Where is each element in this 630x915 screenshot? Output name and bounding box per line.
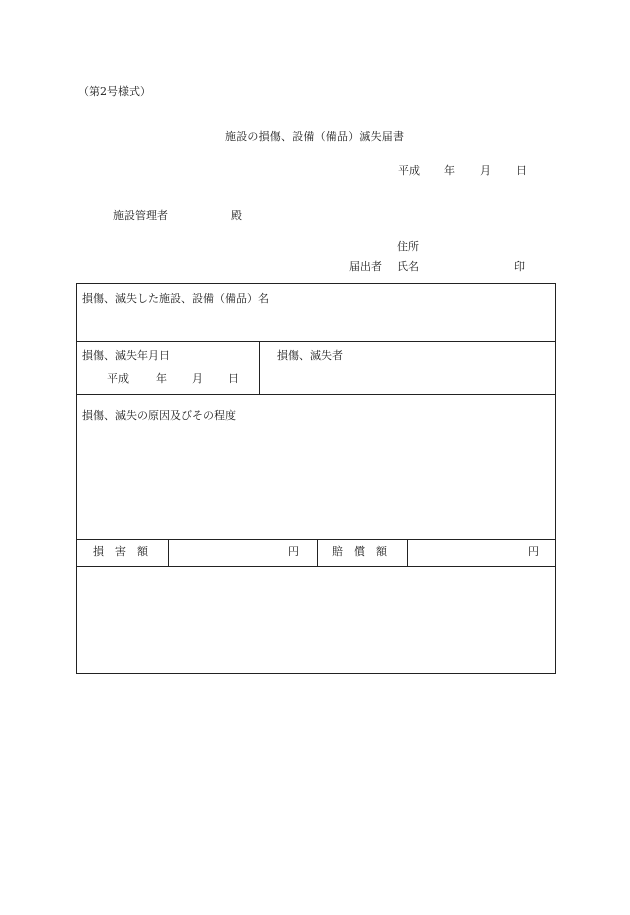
row-divider-3	[77, 539, 555, 540]
row-divider-1	[77, 341, 555, 342]
damage-date-year: 年	[156, 372, 167, 385]
damage-date-era: 平成	[107, 372, 129, 385]
seal-mark: 印	[514, 260, 525, 273]
damage-amount-label: 損 害 額	[93, 545, 148, 558]
address-label: 住所	[397, 240, 419, 253]
recipient-label: 施設管理者	[113, 209, 168, 222]
damage-amount-unit: 円	[288, 545, 299, 558]
row-divider-2	[77, 394, 555, 395]
col-divider-amount-1	[168, 539, 169, 566]
damage-report-table	[76, 283, 556, 674]
col-divider-amount-2	[317, 539, 318, 566]
applicant-role-label: 届出者	[349, 260, 382, 273]
damage-date-day: 日	[228, 372, 239, 385]
document-title: 施設の損傷、設備（備品）滅失届書	[225, 130, 405, 143]
date-year: 年	[444, 164, 455, 177]
damage-date-label: 損傷、滅失年月日	[82, 349, 170, 362]
facility-name-label: 損傷、滅失した施設、設備（備品）名	[82, 292, 269, 305]
form-number: （第2号様式）	[78, 85, 151, 98]
col-divider-amount-3	[407, 539, 408, 566]
recipient-honorific: 殿	[231, 209, 242, 222]
compensation-unit: 円	[528, 545, 539, 558]
remarks-area	[77, 567, 555, 674]
date-era: 平成	[398, 164, 420, 177]
name-label: 氏名	[397, 260, 419, 273]
date-day: 日	[516, 164, 527, 177]
col-divider-date	[259, 341, 260, 394]
compensation-label: 賠 償 額	[332, 545, 387, 558]
cause-and-extent-label: 損傷、滅失の原因及びその程度	[82, 409, 236, 422]
damaging-person-label: 損傷、滅失者	[277, 349, 343, 362]
date-month: 月	[480, 164, 491, 177]
damage-date-month: 月	[192, 372, 203, 385]
